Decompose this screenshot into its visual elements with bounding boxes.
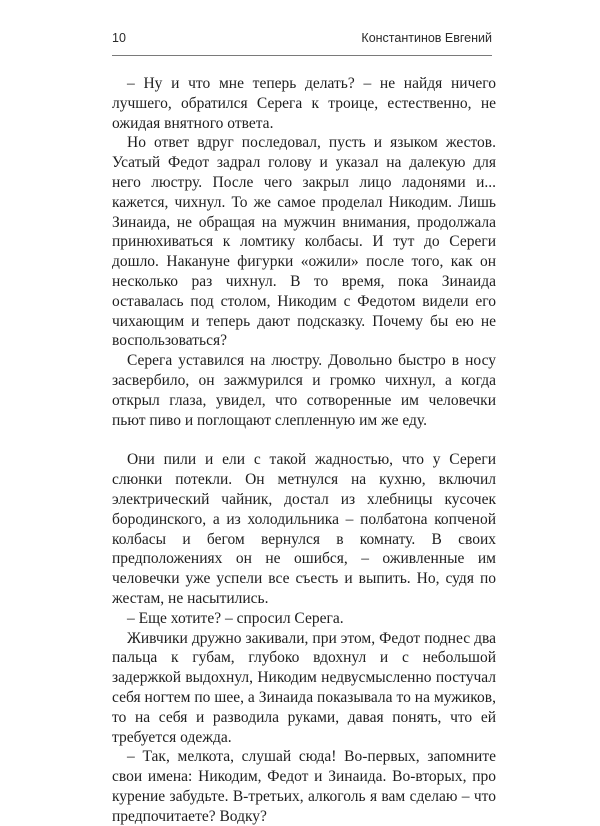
paragraph-4: Они пили и ели с такой жадностью, что у Сереги слюнки потекли. Он метнулся на кухню, включил электрический чайник, достал из хлебницы кусочек бородинского, а из холодильника – полбатона копченой колбасы и бегом вернулся в комнату. В своих предположениях он не ошибся, – оживленные им человечки уже успели все съесть и выпить. Но, судя по жестам, не насытились. — [112, 451, 496, 607]
paragraph-3: Серега уставился на люстру. Довольно быстро в носу засвербило, он зажмурился и громко чихнул, а когда открыл глаза, увидел, что сотворенные им человечки пьют пиво и поглощают слепленную им же еду. — [112, 352, 496, 429]
paragraph-6: Живчики дружно закивали, при этом, Федот поднес два пальца к губам, глубоко вдохнул и с небольшой задержкой выдохнул, Никодим недвусмысленно постучал себя ногтем по шее, а Зинаида показывала то на мужиков, то на себя и разводила руками, давая понять, что ей требуется одежда. — [112, 629, 496, 746]
paragraph-1: – Ну и что мне теперь делать? – не найдя ничего лучшего, обратился Серега к троице, естественно, не ожидая внятного ответа. — [112, 75, 496, 132]
header-rule — [112, 55, 492, 56]
paragraph-2: Но ответ вдруг последовал, пусть и языком жестов. Усатый Федот задрал голову и указал на далекую для него люстру. После чего закрыл лицо ладонями и... кажется, чихнул. То же самое проделал Никодим. Лишь Зинаида, не обращая на мужчин внимания, продолжала принюхиваться к ломтику колбасы. И тут до Сереги дошло. Накануне фигурки «ожили» после того, как он несколько раз чихнул. В то время, пока Зинаида оставалась под столом, Никодим с Федотом видели его чихающим и теперь дают подсказку. Почему бы ею не воспользоваться? — [112, 134, 496, 350]
main-text — [112, 74, 496, 826]
paragraph-7: – Так, мелкота, слушай сюда! Во-первых, запомните свои имена: Никодим, Федот и Зинаида. Во-вторых, про курение забудьте. В-третьих, алкоголь я вам сделаю – что предпочитаете? Водку? — [112, 748, 496, 825]
page-number: 10 — [112, 31, 126, 45]
running-head — [112, 31, 492, 53]
paragraph-5: – Еще хотите? – спросил Серега. — [127, 609, 344, 627]
running-title-author: Константинов Евгений — [361, 31, 492, 45]
